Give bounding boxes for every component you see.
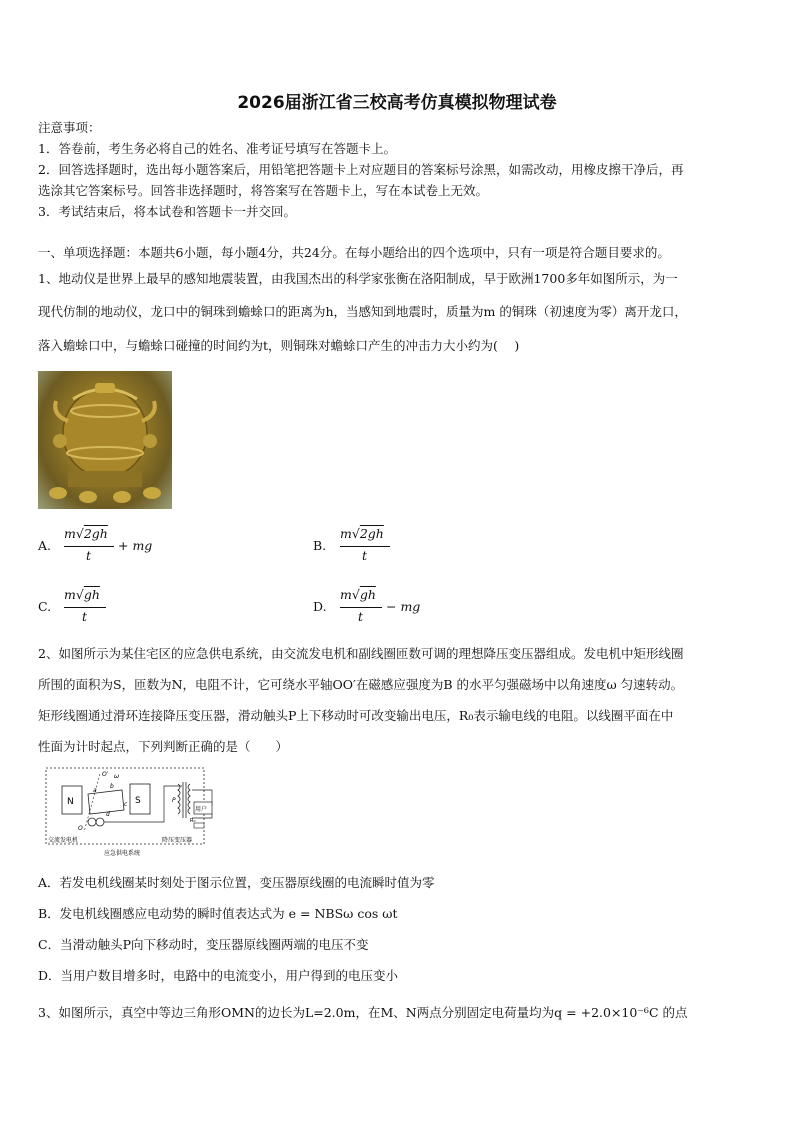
- magnet-s-label: S: [135, 796, 141, 806]
- question-2-text: 2、如图所示为某住宅区的应急供电系统，由交流发电机和副线圈匝数可调的理想降压变压器组成。发电机中矩形线圈: [38, 646, 684, 661]
- user-label: 用户: [195, 806, 208, 813]
- fraction-bar: [64, 546, 114, 547]
- question-2-option-a[interactable]: A．若发电机线圈某时刻处于图示位置，变压器原线圈的电流瞬时值为零: [38, 875, 435, 890]
- notes-heading: 注意事项：: [38, 120, 101, 135]
- question-3-text: 3、如图所示，真空中等边三角形OMN的边长为L=2.0m，在M、N两点分别固定电荷量均为q = +2.0×10⁻⁶C 的点: [38, 1005, 688, 1020]
- label-omega: ω: [114, 773, 120, 780]
- page-title: 2026届浙江省三校高考仿真模拟物理试卷: [237, 93, 557, 113]
- denominator: t: [82, 609, 88, 624]
- system-label: 应急供电系统: [104, 850, 141, 857]
- label-b: b: [110, 783, 114, 790]
- label-o: O: [78, 825, 83, 832]
- note-item: 2．回答选择题时，选出每小题答案后，用铅笔把答题卡上对应题目的答案标号涂黑，如需改动，用橡皮擦干净后，再: [38, 162, 684, 177]
- section-heading: 一、单项选择题：本题共6小题，每小题4分，共24分。在每小题给出的四个选项中，只有一项是符合题目要求的。: [38, 245, 670, 260]
- question-2-option-d[interactable]: D．当用户数目增多时，电路中的电流变小，用户得到的电压变小: [38, 968, 399, 983]
- label-c: c: [124, 801, 128, 808]
- question-2-text: 所围的面积为S，匝数为N，电阻不计，它可绕水平轴OO′在磁感应强度为B 的水平匀强磁场中以角速度ω 匀速转动。: [38, 677, 684, 692]
- question-1-text: 1、地动仪是世界上最早的感知地震装置，由我国杰出的科学家张衡在洛阳制成，早于欧洲1700多年如图所示，为一: [38, 271, 678, 286]
- numerator: m√2gh: [64, 526, 108, 541]
- question-2-text: 矩形线圈通过滑环连接降压变压器，滑动触头P上下移动时可改变输出电压，R₀表示输电线的电阻。以线圈平面在中: [38, 708, 674, 723]
- numerator: m√gh: [64, 587, 100, 602]
- numerator: m√2gh: [340, 526, 384, 541]
- denominator: t: [358, 609, 364, 624]
- note-item: 选涂其它答案标号。回答非选择题时，将答案写在答题卡上，写在本试卷上无效。: [38, 183, 489, 198]
- question-2-option-b[interactable]: B．发电机线圈感应电动势的瞬时值表达式为 e = NBSω cos ωt: [38, 906, 398, 921]
- seismograph-photo: [38, 371, 172, 509]
- note-item: 3．考试结束后，将本试卷和答题卡一并交回。: [38, 204, 296, 219]
- fraction-bar: [64, 607, 106, 608]
- question-2-option-c[interactable]: C．当滑动触头P向下移动时，变压器原线圈两端的电压不变: [38, 937, 369, 952]
- power-system-diagram: [44, 766, 214, 858]
- magnet-n-label: N: [67, 797, 74, 807]
- transformer-label: 降压变压器: [162, 837, 193, 844]
- generator-label: 交流发电机: [48, 837, 79, 844]
- label-p: P: [172, 797, 176, 804]
- formula-tail: + mg: [118, 538, 153, 553]
- denominator: t: [362, 548, 368, 563]
- question-1-text: 现代仿制的地动仪，龙口中的铜珠到蟾蜍口的距离为h，当感知到地震时，质量为m 的铜珠（初速度为零）离开龙口，: [38, 304, 687, 319]
- question-2-text: 性面为计时起点，下列判断正确的是（ ）: [38, 739, 289, 754]
- option-d-label[interactable]: D.: [313, 599, 327, 614]
- label-o-prime: O′: [102, 771, 109, 778]
- option-b-label[interactable]: B.: [313, 538, 327, 553]
- numerator: m√gh: [340, 587, 376, 602]
- label-d: d: [106, 811, 110, 818]
- note-item: 1．答卷前，考生务必将自己的姓名、准考证号填写在答题卡上。: [38, 141, 396, 156]
- denominator: t: [86, 548, 92, 563]
- fraction-bar: [340, 607, 382, 608]
- fraction-bar: [340, 546, 390, 547]
- formula-tail: − mg: [386, 599, 421, 614]
- r0-label: R₀: [190, 818, 196, 824]
- label-a: a: [93, 787, 97, 794]
- option-a-label[interactable]: A.: [38, 538, 52, 553]
- question-1-text: 落入蟾蜍口中，与蟾蜍口碰撞的时间约为t，则铜珠对蟾蜍口产生的冲击力大小约为( ): [38, 338, 520, 353]
- option-c-label[interactable]: C.: [38, 599, 52, 614]
